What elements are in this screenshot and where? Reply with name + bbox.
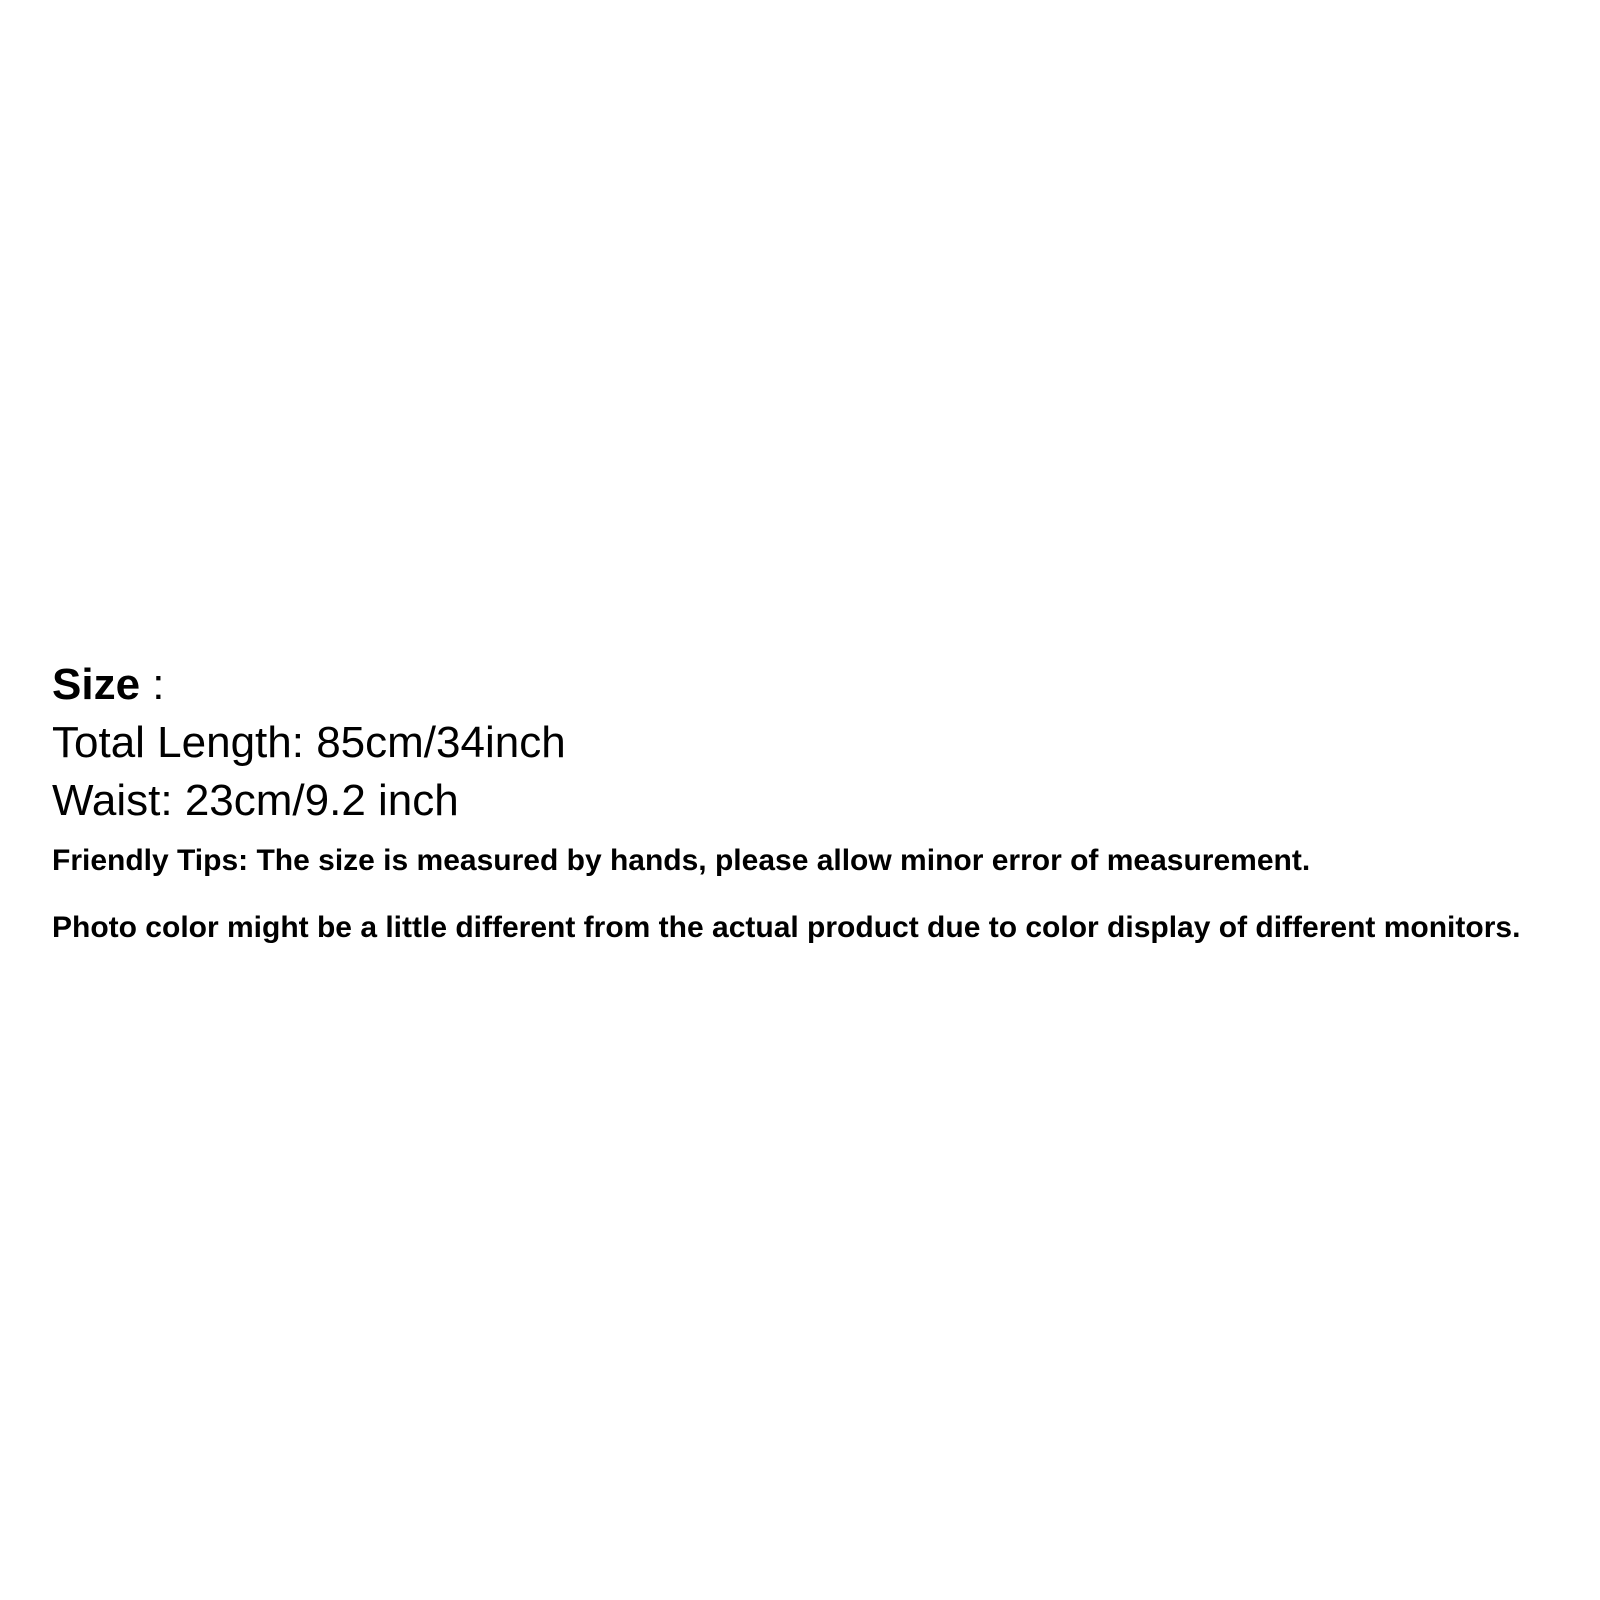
waist-measurement: Waist: 23cm/9.2 inch	[52, 776, 459, 825]
size-heading-label: Size	[52, 660, 141, 709]
size-section	[52, 656, 1560, 830]
friendly-tips-note: Friendly Tips: The size is measured by hands, please allow minor error of measurement.	[52, 844, 1311, 877]
size-heading	[52, 656, 1560, 714]
photo-color-note: Photo color might be a little different from the actual product due to color display of different monitors.	[52, 911, 1521, 944]
total-length-measurement: Total Length: 85cm/34inch	[52, 718, 566, 767]
notes-section	[52, 842, 1560, 947]
size-heading-separator: :	[140, 660, 165, 709]
